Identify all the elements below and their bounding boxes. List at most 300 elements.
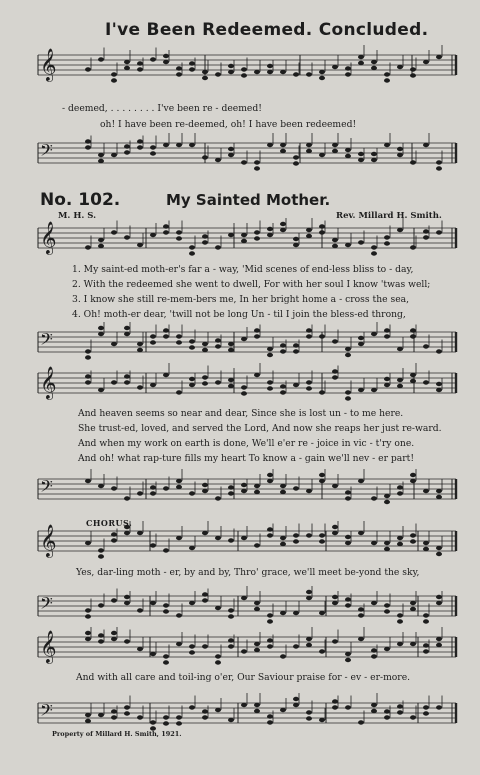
note-head [163, 60, 169, 64]
note-head [436, 166, 442, 170]
note-head [293, 72, 299, 76]
note-head [397, 710, 403, 714]
note-head [189, 339, 195, 343]
verse-line-3a: 3. I know she still re-mem-bers me, In her bright home a - cross the sea, [72, 294, 410, 305]
note-head [371, 709, 377, 713]
note-head [319, 539, 325, 543]
note-head [423, 229, 429, 233]
note-head [293, 155, 299, 159]
note-head [358, 531, 364, 535]
note-head [280, 384, 286, 388]
note-head [410, 67, 416, 71]
note-head [137, 491, 143, 495]
note-head [371, 332, 377, 336]
note-head [202, 348, 208, 352]
note-head [410, 379, 416, 383]
hymn-number: No. 102. [40, 190, 121, 210]
note-head [436, 546, 442, 550]
note-head [176, 334, 182, 338]
note-head [371, 158, 377, 162]
note-head [397, 384, 403, 388]
bass-clef-icon: 𝄢 [40, 476, 53, 500]
note-head [319, 153, 325, 157]
note-head [267, 479, 273, 483]
note-head [293, 343, 299, 347]
note-head [85, 713, 91, 717]
note-head [306, 143, 312, 147]
note-head [254, 328, 260, 332]
note-head [267, 638, 273, 642]
note-head [85, 719, 91, 723]
note-head [85, 355, 91, 359]
note-head [189, 143, 195, 147]
note-head [410, 642, 416, 646]
note-head [254, 709, 260, 713]
note-head [345, 353, 351, 357]
note-head [306, 716, 312, 720]
note-head [241, 239, 247, 243]
note-head [202, 70, 208, 74]
note-head [215, 708, 221, 712]
note-head [345, 603, 351, 607]
note-head [332, 143, 338, 147]
note-head [345, 652, 351, 656]
note-head [254, 166, 260, 170]
note-head [163, 721, 169, 725]
note-head [85, 479, 91, 483]
note-head [397, 228, 403, 232]
note-head [111, 631, 117, 635]
note-head [98, 159, 104, 163]
note-head [150, 145, 156, 149]
note-head [280, 484, 286, 488]
note-head [137, 139, 143, 143]
note-head [267, 619, 273, 623]
note-head [189, 650, 195, 654]
note-head [306, 637, 312, 641]
note-head [436, 388, 442, 392]
chorus-line-1: Yes, dar-ling moth - er, by and by, Thro' grace, we'll meet be-yond the sky, [76, 567, 420, 578]
note-head [150, 485, 156, 489]
note-head [163, 334, 169, 338]
note-head [85, 614, 91, 618]
note-head [410, 160, 416, 164]
note-head [423, 541, 429, 545]
note-head [137, 67, 143, 71]
note-head [124, 601, 130, 605]
note-head [176, 340, 182, 344]
note-head [384, 603, 390, 607]
note-head [280, 611, 286, 615]
note-head [267, 386, 273, 390]
note-head [358, 152, 364, 156]
note-head [124, 66, 130, 70]
note-head [189, 377, 195, 381]
treble-clef-icon: 𝄞 [40, 48, 57, 81]
note-head [202, 598, 208, 602]
note-head [241, 391, 247, 395]
note-head [137, 145, 143, 149]
note-head [358, 336, 364, 340]
note-head [358, 342, 364, 346]
note-head [332, 595, 338, 599]
note-head [98, 633, 104, 637]
note-head [150, 383, 156, 387]
note-head [111, 532, 117, 536]
note-head [306, 228, 312, 232]
note-head [176, 143, 182, 147]
verse-line-3b: And when my work on earth is done, We'll e'er re - joice in vic - t'ry one. [78, 438, 415, 449]
note-head [137, 348, 143, 352]
note-head [397, 619, 403, 623]
note-head [280, 222, 286, 226]
note-head [267, 64, 273, 68]
note-head [98, 603, 104, 607]
note-head [319, 224, 325, 228]
intro-lyric-top: - deemed, . . . . . . . . I've been re - deemed! [62, 103, 262, 114]
note-head [176, 390, 182, 394]
note-head [202, 644, 208, 648]
note-head [436, 637, 442, 641]
note-head [332, 149, 338, 153]
note-head [384, 647, 390, 651]
note-head [371, 66, 377, 70]
note-head [332, 375, 338, 379]
note-head [267, 714, 273, 718]
intro-lyric-bottom: oh! I have been re-deemed, oh! I have been redeemed! [100, 119, 357, 130]
note-head [436, 601, 442, 605]
note-head [332, 484, 338, 488]
note-head [423, 380, 429, 384]
note-head [137, 715, 143, 719]
note-head [345, 148, 351, 152]
note-head [228, 233, 234, 237]
note-head [436, 643, 442, 647]
note-head [319, 473, 325, 477]
note-head [423, 711, 429, 715]
note-head [163, 603, 169, 607]
note-head [345, 496, 351, 500]
note-head [163, 224, 169, 228]
note-head [436, 55, 442, 59]
note-head [228, 638, 234, 642]
note-head [371, 541, 377, 545]
note-head [163, 486, 169, 490]
note-head [98, 332, 104, 336]
note-head [345, 541, 351, 545]
note-head [423, 344, 429, 348]
note-head [189, 546, 195, 550]
note-head [163, 143, 169, 147]
note-head [241, 160, 247, 164]
note-head [306, 643, 312, 647]
note-head [410, 334, 416, 338]
note-head [267, 644, 273, 648]
note-head [397, 485, 403, 489]
note-head [267, 143, 273, 147]
note-head [293, 533, 299, 537]
note-head [410, 607, 416, 611]
note-head [163, 660, 169, 664]
note-head [163, 548, 169, 552]
note-head [189, 705, 195, 709]
note-head [228, 378, 234, 382]
verse-line-2a: 2. With the redeemed she went to dwell, For with her soul I know 'twas well; [72, 279, 431, 290]
note-head [228, 70, 234, 74]
note-head [202, 240, 208, 244]
note-head [319, 334, 325, 338]
note-head [293, 697, 299, 701]
note-head [436, 230, 442, 234]
note-head [241, 649, 247, 653]
note-head [241, 233, 247, 237]
note-head [345, 66, 351, 70]
note-head [137, 531, 143, 535]
note-head [241, 489, 247, 493]
note-head [371, 60, 377, 64]
note-head [111, 72, 117, 76]
note-head [254, 160, 260, 164]
note-head [293, 539, 299, 543]
note-head [189, 61, 195, 65]
note-head [280, 654, 286, 658]
note-head [371, 388, 377, 392]
note-head [423, 643, 429, 647]
note-head [332, 339, 338, 343]
note-head [111, 78, 117, 82]
note-head [254, 607, 260, 611]
note-head [332, 639, 338, 643]
note-head [215, 496, 221, 500]
note-head [254, 236, 260, 240]
note-head [280, 390, 286, 394]
note-head [397, 378, 403, 382]
note-head [371, 496, 377, 500]
note-head [306, 149, 312, 153]
note-head [124, 639, 130, 643]
note-head [319, 533, 325, 537]
note-head [111, 637, 117, 641]
note-head [189, 601, 195, 605]
note-head [306, 334, 312, 338]
note-head [137, 243, 143, 247]
note-head [254, 484, 260, 488]
note-head [228, 485, 234, 489]
note-head [423, 60, 429, 64]
verse-line-2b: She trust-ed, loved, and served the Lord, And now she reaps her just re-ward. [78, 423, 442, 434]
note-head [306, 380, 312, 384]
note-head [176, 536, 182, 540]
note-head [436, 349, 442, 353]
note-head [98, 57, 104, 61]
note-head [267, 533, 273, 537]
note-head [150, 543, 156, 547]
note-head [124, 380, 130, 384]
note-head [85, 374, 91, 378]
note-head [85, 637, 91, 641]
note-head [280, 490, 286, 494]
note-head [189, 251, 195, 255]
note-head [241, 385, 247, 389]
note-head [423, 547, 429, 551]
note-head [254, 334, 260, 338]
note-head [124, 235, 130, 239]
note-head [397, 536, 403, 540]
note-head [85, 139, 91, 143]
note-head [124, 144, 130, 148]
note-head [384, 383, 390, 387]
note-head [358, 158, 364, 162]
note-head [150, 720, 156, 724]
note-head [267, 473, 273, 477]
note-head [384, 500, 390, 504]
note-head [202, 489, 208, 493]
note-head [176, 642, 182, 646]
note-head [384, 547, 390, 551]
note-head [410, 601, 416, 605]
note-head [176, 715, 182, 719]
note-head [319, 390, 325, 394]
note-head [254, 70, 260, 74]
note-head [150, 601, 156, 605]
note-head [176, 72, 182, 76]
note-head [241, 73, 247, 77]
note-head [267, 380, 273, 384]
note-head [228, 64, 234, 68]
note-head [111, 598, 117, 602]
note-head [384, 541, 390, 545]
note-head [306, 533, 312, 537]
note-head [436, 595, 442, 599]
note-head [410, 715, 416, 719]
note-head [163, 328, 169, 332]
note-head [254, 490, 260, 494]
treble-clef-icon: 𝄞 [40, 630, 57, 663]
chorus-line-2: And with all care and toil-ing o'er, Our Saviour praise for - ev - er-more. [76, 672, 411, 683]
note-head [293, 161, 299, 165]
note-head [98, 554, 104, 558]
note-head [306, 489, 312, 493]
note-head [98, 548, 104, 552]
note-head [98, 238, 104, 242]
note-head [111, 230, 117, 234]
note-head [293, 243, 299, 247]
note-head [319, 70, 325, 74]
note-head [228, 342, 234, 346]
note-head [358, 388, 364, 392]
note-head [397, 642, 403, 646]
note-head [98, 388, 104, 392]
note-head [319, 479, 325, 483]
hymn-title: My Sainted Mother. [166, 191, 331, 209]
note-head [345, 535, 351, 539]
note-head [306, 710, 312, 714]
note-head [280, 228, 286, 232]
note-head [436, 495, 442, 499]
note-head [228, 718, 234, 722]
note-head [163, 230, 169, 234]
note-head [137, 342, 143, 346]
note-head [215, 606, 221, 610]
note-head [319, 76, 325, 80]
note-head [124, 60, 130, 64]
note-head [397, 153, 403, 157]
note-head [241, 596, 247, 600]
note-head [358, 55, 364, 59]
note-head [319, 230, 325, 234]
note-head [358, 240, 364, 244]
note-head [215, 158, 221, 162]
note-head [345, 597, 351, 601]
note-head [228, 348, 234, 352]
note-head [397, 542, 403, 546]
note-head [397, 347, 403, 351]
note-head [189, 245, 195, 249]
note-head [345, 490, 351, 494]
note-head [228, 614, 234, 618]
note-head [241, 337, 247, 341]
note-head [267, 353, 273, 357]
note-head [436, 160, 442, 164]
bass-clef-icon: 𝄢 [40, 329, 53, 353]
note-head [254, 230, 260, 234]
note-head [423, 613, 429, 617]
note-head [293, 383, 299, 387]
note-head [306, 386, 312, 390]
note-head [215, 660, 221, 664]
note-head [410, 539, 416, 543]
note-head [176, 230, 182, 234]
note-head [280, 536, 286, 540]
note-head [423, 705, 429, 709]
verse-line-4b: And oh! what rap-ture fills my heart To know a - gain we'll nev - er part! [78, 453, 415, 464]
note-head [202, 531, 208, 535]
note-head [267, 233, 273, 237]
note-head [202, 76, 208, 80]
note-head [254, 601, 260, 605]
note-head [384, 494, 390, 498]
note-head [215, 245, 221, 249]
note-head [384, 241, 390, 245]
note-head [358, 607, 364, 611]
note-head [254, 373, 260, 377]
note-head [150, 652, 156, 656]
note-head [384, 377, 390, 381]
note-head [384, 78, 390, 82]
note-head [345, 347, 351, 351]
note-head [332, 531, 338, 535]
chorus-label: CHORUS. [86, 518, 133, 528]
note-head [176, 479, 182, 483]
bass-clef-icon: 𝄢 [40, 700, 53, 724]
note-head [397, 147, 403, 151]
note-head [423, 143, 429, 147]
note-head [384, 709, 390, 713]
note-head [267, 227, 273, 231]
bass-clef-icon: 𝄢 [40, 593, 53, 617]
note-head [410, 245, 416, 249]
note-head [267, 613, 273, 617]
note-head [436, 705, 442, 709]
copyright-note: Property of Millard H. Smith, 1921. [52, 730, 182, 738]
note-head [176, 236, 182, 240]
note-head [254, 648, 260, 652]
note-head [137, 385, 143, 389]
note-head [124, 374, 130, 378]
note-head [111, 709, 117, 713]
note-head [332, 699, 338, 703]
note-head [124, 705, 130, 709]
